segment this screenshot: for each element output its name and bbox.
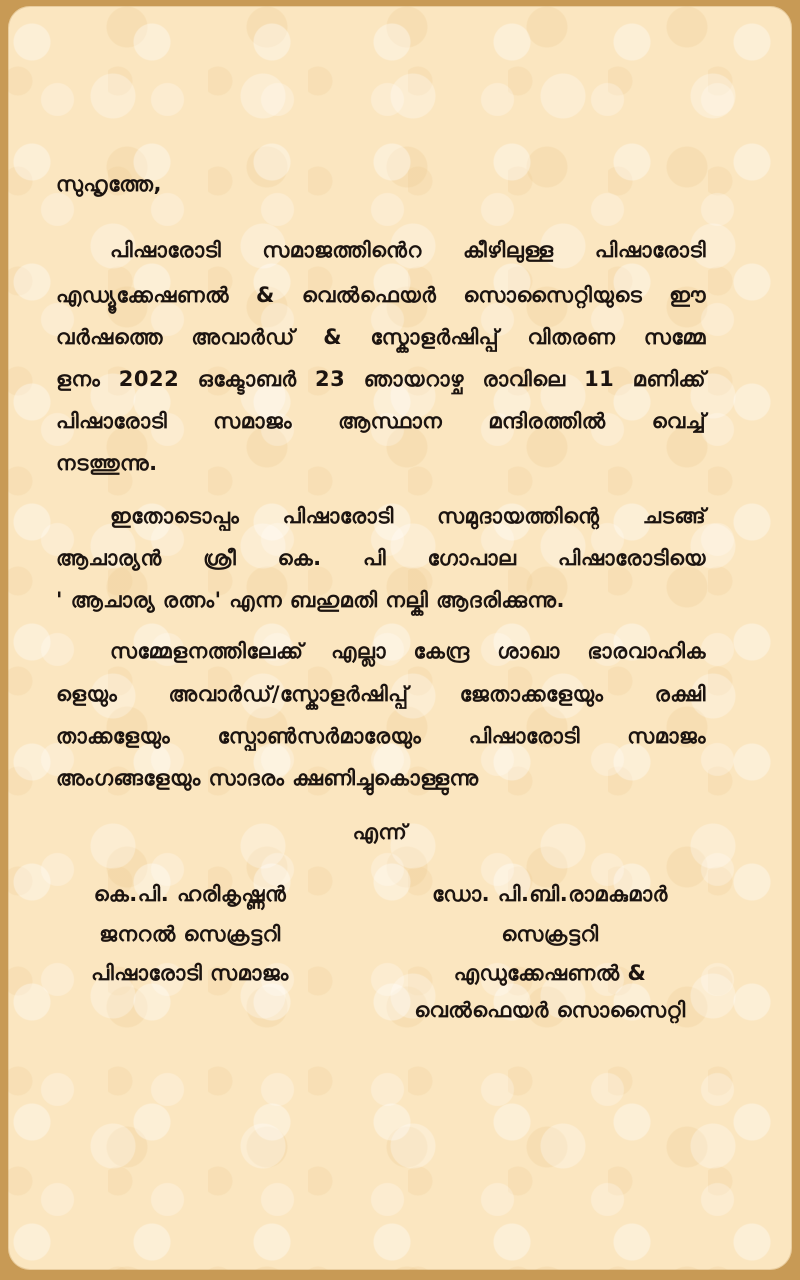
right-signatory-name: ഡോ. പി.ബി.രാമകുമാർ — [432, 882, 668, 906]
paragraph1-line: ളനം 2022 ഒക്ടോബർ 23 ഞായറാഴ്ച രാവിലെ 11 മണിക്ക് — [56, 367, 706, 391]
paragraph2-line: ഇതോടൊപ്പം പിഷാരോടി സമുദായത്തിന്റെ ചടങ്ങ് — [110, 504, 706, 528]
paragraph2-line: ആചാര്യൻ ശ്രീ കെ. പി ഗോപാല പിഷാരോടിയെ — [56, 546, 706, 570]
left-signatory-name: കെ.പി. ഹരികൃഷ്ണൻ — [93, 882, 287, 906]
paragraph3-line: സമ്മേളനത്തിലേക്ക് എല്ലാ കേന്ദ്ര ശാഖാ ഭാരവാഹിക — [110, 639, 706, 663]
left-signatory-org: പിഷാരോടി സമാജം — [91, 961, 289, 985]
paragraph1-line: പിഷാരോടി സമാജത്തിൻെറ കീഴിലുള്ള പിഷാരോടി — [110, 238, 706, 262]
paragraph3-line: താക്കളേയും സ്പോൺസർമാരേയും പിഷാരോടി സമാജം — [56, 724, 706, 748]
paragraph3-line: അംഗങ്ങളേയും സാദരം ക്ഷണിച്ചുകൊള്ളുന്നു — [56, 766, 479, 790]
paragraph1-line: നടത്തുന്നു. — [56, 451, 158, 475]
paragraph3-line: ളെയും അവാർഡ്/സ്കോളർഷിപ്പ് ജേതാക്കളേയും രക്ഷി — [56, 682, 706, 706]
paragraph1-line: എഡ്യൂക്കേഷണൽ & വെൽഫെയർ സൊസൈറ്റിയുടെ ഈ — [56, 283, 706, 307]
right-signatory-title: സെക്രട്ടറി — [501, 922, 599, 946]
paragraph1-line: വർഷത്തെ അവാർഡ് & സ്കോളർഷിപ്പ് വിതരണ സമ്മേ — [56, 325, 706, 349]
closing-word: എന്ന് — [352, 820, 408, 844]
salutation: സുഹൃത്തേ, — [56, 172, 162, 196]
right-signatory-org-line2: വെൽഫെയർ സൊസൈറ്റി — [414, 998, 686, 1022]
right-signatory-org-line1: എഡുക്കേഷണൽ & — [453, 961, 647, 985]
paragraph1-line: പിഷാരോടി സമാജം ആസ്ഥാന മന്ദിരത്തിൽ വെച്ച് — [56, 409, 706, 433]
paragraph2-line: ' ആചാര്യ രത്നം' എന്ന ബഹുമതി നല്കി ആദരിക്കുന്നു. — [56, 588, 565, 612]
left-signatory-title: ജനറൽ സെക്രട്ടറി — [99, 922, 281, 946]
